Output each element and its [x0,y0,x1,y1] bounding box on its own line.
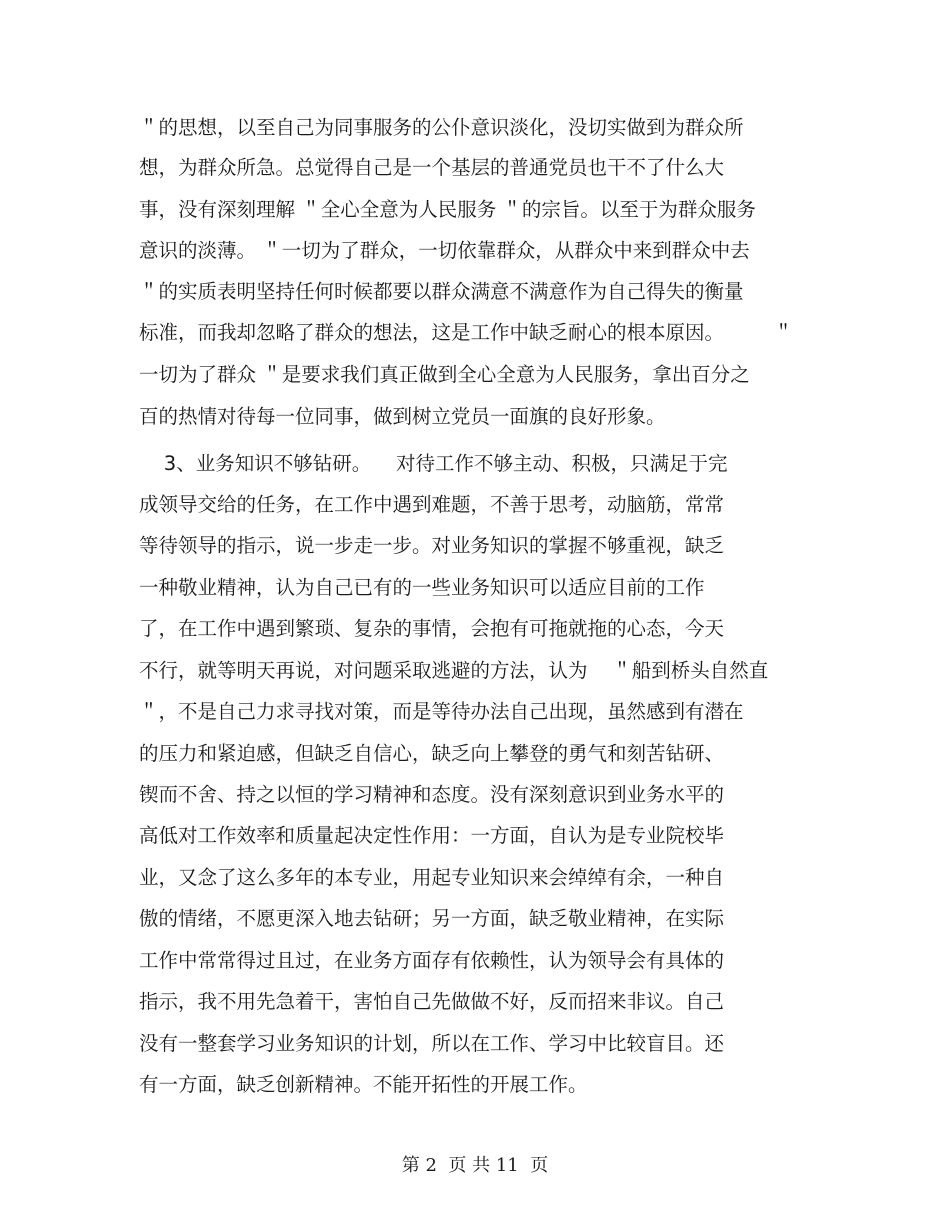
body-text-line: 事，没有深刻理解 ＂全心全意为人民服务 ＂的宗旨。以至于为群众服务 [139,198,756,221]
page-number-footer: 第 2 页 共 11 页 [401,1155,549,1176]
body-text-line: 指示，我不用先急着干，害怕自己先做做不好，反而招来非议。自己 [139,990,725,1013]
body-text-line: ＂，不是自己力求寻找对策，而是等待办法自己出现，虽然感到有潜在 [139,700,744,723]
body-text-line: 一种敬业精神，认为自己已有的一些业务知识可以适应目前的工作 [139,576,705,599]
body-text-line: 有一方面，缺乏创新精神。不能开拓性的开展工作。 [139,1073,588,1096]
body-text-line: 高低对工作效率和质量起决定性作用：一方面，自认为是专业院校毕 [139,824,725,847]
body-text-line: 意识的淡薄。 ＂一切为了群众，一切依靠群众，从群众中来到群众中去 [139,239,750,262]
body-text-line: 百的热情对待每一位同事，做到树立党员一面旗的良好形象。 [139,405,666,428]
body-text-line: 一切为了群众 ＂是要求我们真正做到全心全意为人民服务，拿出百分之 [139,363,750,386]
body-text-line: 业，又念了这么多年的本专业，用起专业知识来会绰绰有余，一种自 [139,866,725,889]
body-text-line: 工作中常常得过且过，在业务方面存有依赖性，认为领导会有具体的 [139,949,725,972]
body-text-line: 等待领导的指示，说一步走一步。对业务知识的掌握不够重视，缺乏 [139,534,725,557]
body-text-line: ＂的实质表明坚持任何时候都要以群众满意不满意作为自己得失的衡量 [139,280,744,303]
body-text-line: 不行，就等明天再说，对问题采取逃避的方法，认为 ＂船到桥头自然直 [139,659,769,682]
body-text-line: ＂的思想，以至自己为同事服务的公仆意识淡化，没切实做到为群众所 [139,116,744,139]
body-text-line: 的压力和紧迫感，但缺乏自信心，缺乏向上攀登的勇气和刻苦钻研、 [139,742,725,765]
body-text-line: 锲而不舍、持之以恒的学习精神和态度。没有深刻意识到业务水平的 [139,783,725,806]
body-text-line: 傲的情绪，不愿更深入地去钻研；另一方面，缺乏敬业精神，在实际 [139,907,725,930]
body-text-line: 标准，而我却忽略了群众的想法，这是工作中缺乏耐心的根本原因。 ＂ [139,321,794,344]
body-text-line: 成领导交给的任务，在工作中遇到难题，不善于思考，动脑筋，常常 [139,493,725,516]
section-heading-line: 3、业务知识不够钻研。 对待工作不够主动、积极，只满足于完 [139,452,728,475]
body-text-line: 没有一整套学习业务知识的计划，所以在工作、学习中比较盲目。还 [139,1032,725,1055]
body-text-line: 想，为群众所急。总觉得自己是一个基层的普通党员也干不了什么大 [139,156,725,179]
body-text-line: 了，在工作中遇到繁琐、复杂的事情，会抱有可拖就拖的心态，今天 [139,617,725,640]
